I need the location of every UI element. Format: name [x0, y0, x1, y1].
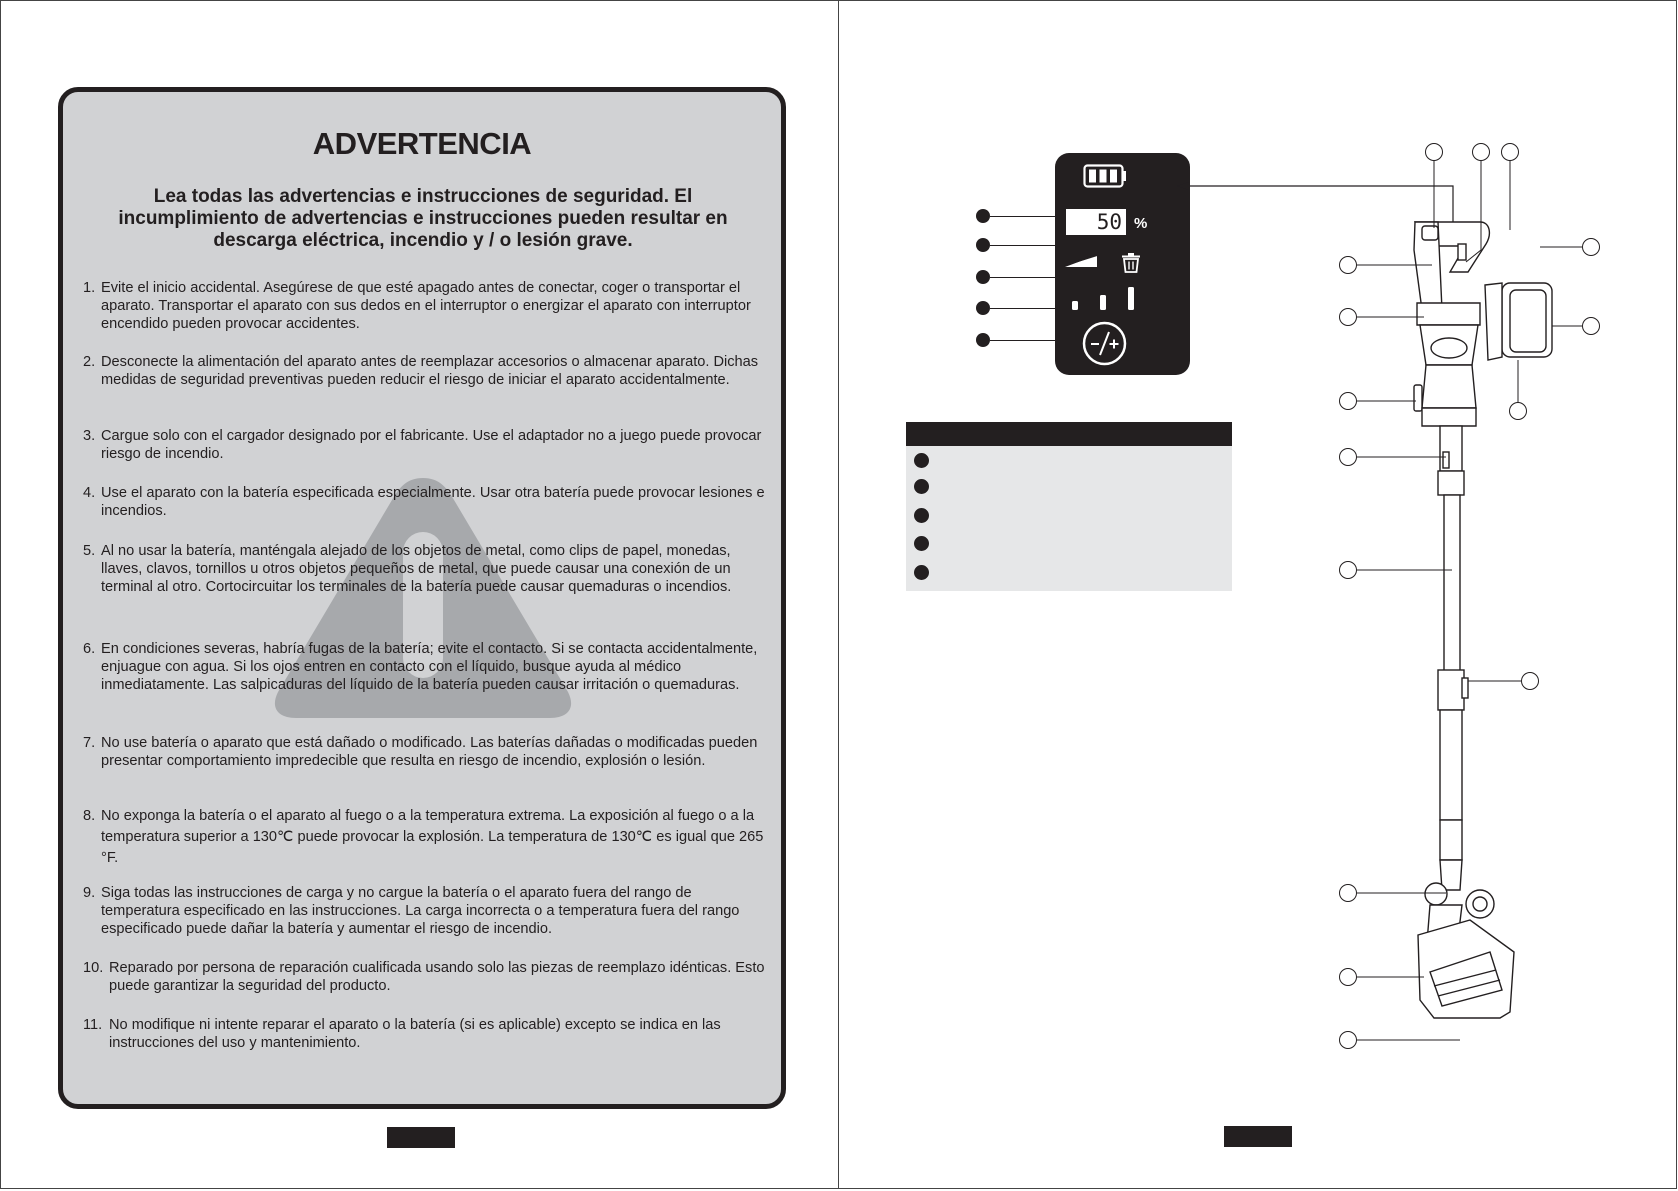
warning-item: 4. Use el aparato con la batería especificada especialmente. Usar otra batería puede provocar lesiones e incendios. [83, 485, 765, 519]
warning-title: ADVERTENCIA [312, 126, 532, 161]
warning-item: 3. Cargue solo con el cargador designado por el fabricante. Use el adaptador no a juego puede provocar riesgo de incendio. [83, 428, 762, 462]
warning-item: 8. No exponga la batería o el aparato al fuego o a la temperatura extrema. La exposición al fuego o a la temperatura superior a 130℃ puede provocar la explosión. La temperatura de 130℃ es igual que 265 °F. [83, 808, 764, 866]
warning-item: 9. Siga todas las instrucciones de carga y no cargue la batería o el aparato fuera del rango de temperatura especificado en las instrucciones. La carga incorrecta o a temperatura fuera del rango especificado puede dañar la batería y aumentar el riesgo de incendio. [83, 885, 740, 937]
warning-item: 5. Al no usar la batería, manténgala alejado de los objetos de metal, como clips de papel, monedas, llaves, clavos, tornillos u otros objetos pequeños de metal, que puede causar una conexión de un terminal al otro. Cortocircuitar los terminales de la batería puede causar quemaduras o incendios. [83, 543, 732, 595]
warning-item: 2. Desconecte la alimentación del aparato antes de reemplazar accesorios o almacenar aparato. Dichas medidas de seguridad preventivas pueden reducir el riesgo de iniciar el aparato accidentalmente. [83, 354, 759, 388]
warning-item: 6. En condiciones severas, habría fugas de la batería; evite el contacto. Si se contacta accidentalmente, enjuague con agua. Si los ojos entren en contacto con el líquido, busque ayuda al médico inmediatamente. Las salpicaduras del líquido de la batería pueden causar irritación o quemaduras. [83, 641, 758, 693]
warning-item: 10. Reparado por persona de reparación cualificada usando solo las piezas de reemplazo idénticas. Esto puede garantizar la seguridad del producto. [83, 960, 765, 994]
warning-item: 1. Evite el inicio accidental. Asegúrese de que esté apagado antes de conectar, coger o transportar el aparato. Transportar el aparato con sus dedos en el interruptor o energizar el aparato con interruptor encendido pueden provocar accidentes. [83, 280, 751, 332]
page-number-tab [1224, 1126, 1292, 1147]
battery-percentage: 50 [1096, 210, 1122, 234]
percent-sign: % [1134, 215, 1148, 232]
warning-lead: Lea todas las advertencias e instrucciones de seguridad. El incumplimiento de advertencias e instrucciones pueden resultar en descarga eléctrica, incendio y / o lesión grave. [118, 186, 728, 251]
warning-item: 7. No use batería o aparato que está dañado o modificado. Las baterías dañadas o modificadas pueden presentar comportamiento impredecible que resulta en riesgo de incendio, explosión o lesión. [83, 735, 758, 769]
warning-item: 11. No modifique ni intente reparar el aparato o la batería (si es aplicable) excepto se indica en las instrucciones del uso y mantenimiento. [83, 1017, 721, 1051]
